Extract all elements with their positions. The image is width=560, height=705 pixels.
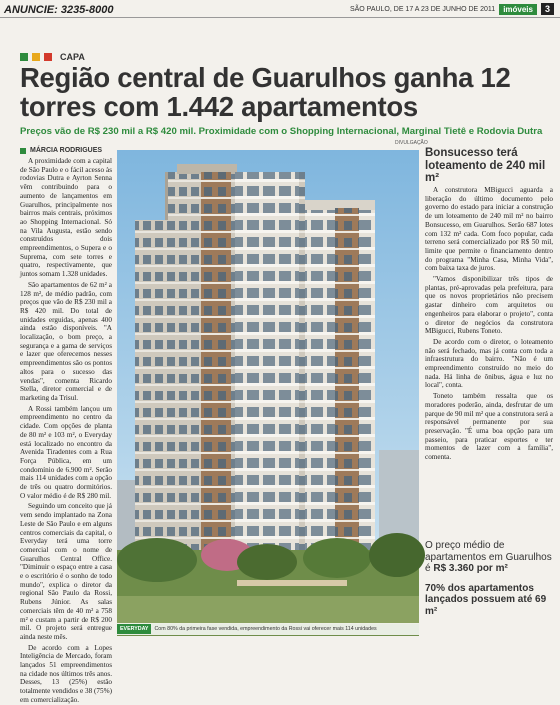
paragraph: A proximidade com a capital de São Paulo e o fácil acesso às rodovias Dutra e Ayrton Senna vêm contribuindo para o aumento de lançamentos em Guarulhos, principalmente nos bairros mais centrais, próximos ao Shopping Internacional. Só na Vila Augusta, estão sendo construídos dois empreendimentos, o Supera e o Suprema, com sete torres e quatro, respectivamente, que juntos somam 1.328 unidades. (20, 157, 112, 279)
green-square-icon (20, 53, 28, 61)
paragraph: "Vamos disponibilizar três tipos de plantas, pré-aprovadas pela prefeitura, para que os novos proprietários não precisem gastar dinheiro com arquitetos ou engenheiros para elaborar o projeto", conta o diretor de negócios da construtora MBigucci, Rubens Toneto. (425, 275, 553, 336)
fact-price-value: R$ 3.360 por m² (433, 563, 508, 574)
sidebar-title: Bonsucesso terá loteamento de 240 mil m² (425, 147, 546, 184)
paragraph: Toneto também ressalta que os moradores poderão, ainda, desfrutar de um parque de 90 mil m² que a construtora será a responsável permanente por sua preservação. "É uma boa opção para um passeio, para praticar esportes e ter momentos de lazer com a família", comenta. (425, 392, 553, 462)
section-brand: imóveis (499, 4, 537, 15)
subheadline: Preços vão de R$ 230 mil a R$ 420 mil. Proximidade com o Shopping Internacional, Marginal Tietê e Rodovia Dutra (20, 126, 543, 137)
paragraph: De acordo com a Lopes Inteligência de Mercado, foram lançados 51 empreendimentos na cidade nos últimos três anos. Desses, 13 (25%) estão totalmente vendidos e 38 (75%) em comercialização. (20, 643, 112, 704)
paragraph: A construtora MBigucci aguarda a liberação do último documento pelo governo do estado para iniciar a construção de um loteamento de 240 mil m² no bairro Bonsucesso, em Guarulhos. Serão 687 lotes com 132 m² cada. Com foco popular, cada terreno será comercializado por R$ 50 mil, limite que permite o financiamento dentro do programa "Minha Casa, Minha Vida", com baixa taxa de juros. (425, 186, 553, 273)
yellow-square-icon (32, 53, 40, 61)
red-square-icon (44, 53, 52, 61)
section-tag (20, 52, 85, 62)
page-number: 3 (541, 3, 554, 15)
section-label: CAPA (60, 52, 85, 62)
caption-tag: EVERYDAY (117, 624, 151, 634)
headline: Região central de Guarulhos ganha 12 torres com 1.442 apartamentos (20, 62, 511, 122)
fact-price (425, 540, 553, 575)
paragraph: Seguindo um conceito que já vem sendo implantado na Zona Leste de São Paulo e em alguns centros comerciais da capital, o Everyday terá uma torre comercial com o nome de Guarulhos Central Office. "Diminuir o espaço entre a casa e o escritório é o sonho de todo mundo", explica o diretor da regional São Paulo da Rossi, Rubens Júnior. As salas comerciais têm de 40 m² a 758 m² e custam a partir de R$ 200 mil. O projeto será entregue ainda neste mês. (20, 502, 112, 641)
ad-phone: ANUNCIE: 3235-8000 (4, 4, 114, 16)
paragraph: A Rossi também lançou um empreendimento no centro da cidade. Com opções de planta de 80 m² e 103 m², o Everyday está localizado no encontro da Avenida Tiradentes com a Rua Força Pública, em um condomínio de 6.900 m². Serão mais 114 unidades com a opção de três ou quatro dormitórios. O valor médio é de R$ 280 mil. (20, 404, 112, 500)
page-header (0, 0, 560, 34)
article-body (20, 157, 112, 704)
fact-price-label: O preço médio de apartamentos em Guarulhos é (425, 540, 552, 574)
photo-caption (117, 623, 419, 635)
tower-illustration (117, 150, 419, 636)
folio (350, 3, 554, 15)
paragraph: São apartamentos de 62 m² a 128 m², de médio padrão, com preços que vão de R$ 230 mil a R$ 420 mil. Do total de unidades erguidas, apenas 400 ainda estão disponíveis. "A localização, o bom preço, a segurança e a gama de serviços e lazer que oferecemos nesses empreendimentos são os pontos altos para o sucesso das vendas", comenta Ricardo Stella, diretor comercial e de marketing da Trisul. (20, 280, 112, 402)
header-rule (0, 17, 560, 18)
sidebar-body (425, 186, 553, 538)
building-photo (117, 150, 419, 636)
caption-text: Com 80% da primeira fase vendida, empreendimento da Rossi vai oferecer mais 114 unidades (154, 626, 377, 632)
fact-box (425, 540, 553, 617)
byline (20, 147, 102, 154)
photo-credit: DIVULGAÇÃO (395, 140, 428, 146)
fact-size: 70% dos apartamentos lançados possuem até 69 m² (425, 582, 547, 617)
paragraph: De acordo com o diretor, o loteamento não será fechado, mas já conta com toda a infraestrutura do bairro. "Não é um empreendimento construído no meio do nada. Há linha de ônibus, água e luz no local", conta. (425, 337, 553, 390)
author-name: MÁRCIA RODRIGUES (30, 147, 103, 154)
edition-date: SÃO PAULO, DE 17 A 23 DE JUNHO DE 2011 (349, 5, 496, 13)
byline-square-icon (20, 148, 26, 154)
